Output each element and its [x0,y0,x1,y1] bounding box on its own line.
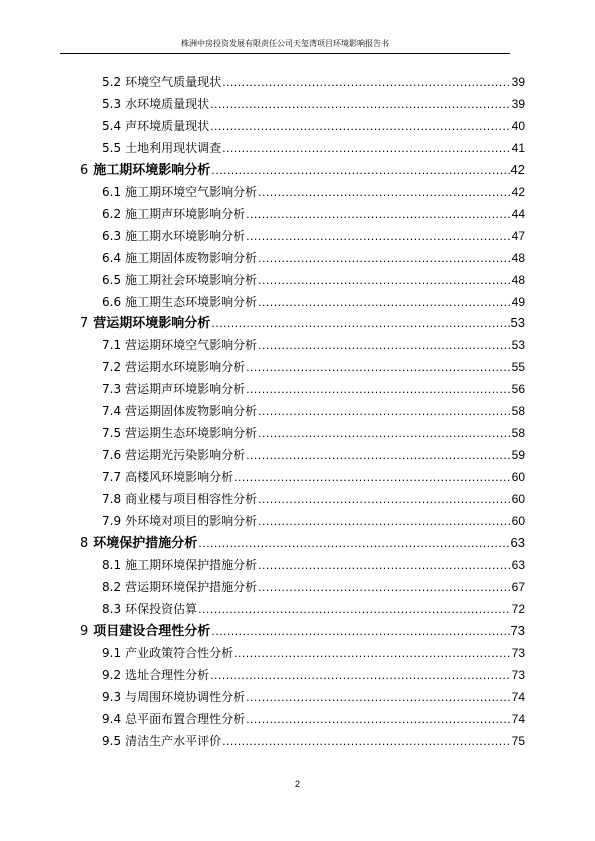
toc-entry-number: 7.8 [102,492,122,507]
toc-entry-title: 环保投资估算 [125,601,198,616]
toc-section-entry[interactable] [102,708,525,730]
toc-entry-page: 74 [511,689,525,704]
toc-section-entry[interactable] [102,554,525,576]
toc-dot-leader [222,138,511,160]
toc-entry-page: 75 [511,733,525,748]
toc-entry-title: 项目建设合理性分析 [93,623,211,639]
toc-entry-number: 7.6 [102,448,122,463]
toc-entry-number: 5.4 [102,118,122,133]
toc-chapter-entry[interactable] [80,532,525,554]
toc-entry-page: 49 [511,294,525,309]
toc-section-entry[interactable] [102,247,525,269]
toc-dot-leader [246,687,511,709]
toc-entry-title: 产业政策符合性分析 [125,645,234,660]
toc-entry-title: 选址合理性分析 [125,667,210,682]
toc-dot-leader [246,357,511,379]
toc-entry-number: 6.4 [102,250,122,265]
toc-section-entry[interactable] [102,225,525,247]
toc-entry-page: 63 [511,557,525,572]
toc-entry-number: 9.3 [102,689,122,704]
toc-dot-leader [211,160,509,182]
toc-section-entry[interactable] [102,203,525,225]
toc-entry-number: 7.5 [102,426,122,441]
toc-section-entry[interactable] [102,181,525,203]
toc-entry-page: 67 [511,579,525,594]
toc-entry-title: 外环境对项目的影响分析 [125,514,258,528]
toc-entry-title: 营运期环境保护措施分析 [125,579,258,594]
toc-entry-title: 施工期环境影响分析 [93,162,211,178]
toc-dot-leader [234,467,511,489]
toc-entry-title: 营运期环境空气影响分析 [125,338,258,353]
toc-dot-leader [210,665,511,687]
toc-chapter-entry[interactable] [80,159,525,181]
toc-section-entry[interactable] [102,444,525,466]
toc-entry-page: 73 [510,622,525,638]
toc-entry-title: 施工期声环境影响分析 [125,206,246,221]
toc-entry-number: 6.3 [102,228,122,243]
toc-entry-page: 44 [511,206,525,221]
toc-entry-page: 60 [511,514,525,528]
toc-entry-title: 施工期环境保护措施分析 [125,557,258,572]
toc-entry-title: 营运期声环境影响分析 [125,382,246,397]
toc-entry-number: 6.5 [102,272,122,287]
toc-dot-leader [211,621,509,643]
page-number: 2 [294,779,300,789]
toc-entry-page: 73 [511,645,525,660]
toc-section-entry[interactable] [102,466,525,488]
toc-entry-number: 9.4 [102,711,122,726]
toc-entry-title: 高楼风环境影响分析 [125,470,234,485]
toc-entry-number: 8.3 [102,601,122,616]
toc-section-entry[interactable] [102,400,525,422]
toc-dot-leader [258,401,511,423]
toc-entry-title: 清洁生产水平评价 [125,733,222,748]
toc-dot-leader [246,709,511,731]
toc-chapter-entry[interactable] [80,312,525,334]
toc-entry-number: 8.2 [102,579,122,594]
toc-section-entry[interactable] [102,730,525,752]
toc-entry-title: 声环境质量现状 [125,118,210,133]
toc-entry-number: 9.2 [102,667,122,682]
toc-section-entry[interactable] [102,115,525,137]
toc-entry-title: 施工期生态环境影响分析 [125,294,258,309]
toc-entry-title: 与周围环境协调性分析 [125,689,246,704]
toc-section-entry[interactable] [102,269,525,291]
toc-section-entry[interactable] [102,598,525,620]
toc-section-entry[interactable] [102,510,525,532]
toc-section-entry[interactable] [102,291,525,313]
toc-entry-title: 营运期固体废物影响分析 [125,404,258,419]
toc-entry-page: 58 [511,426,525,441]
toc-entry-number: 7.4 [102,404,122,419]
toc-dot-leader [246,226,511,248]
toc-entry-title: 水环境质量现状 [125,96,210,111]
toc-section-entry[interactable] [102,664,525,686]
toc-entry-number: 6.6 [102,294,122,309]
toc-entry-title: 环境保护措施分析 [93,535,198,551]
toc-entry-title: 营运期环境影响分析 [93,316,211,332]
toc-entry-page: 55 [511,360,525,375]
toc-section-entry[interactable] [102,334,525,356]
toc-entry-number: 9.1 [102,645,122,660]
toc-dot-leader [222,72,511,94]
toc-entry-page: 47 [511,228,525,243]
toc-entry-page: 39 [511,75,525,89]
toc-entry-page: 48 [511,272,525,287]
toc-entry-page: 72 [511,601,525,616]
toc-section-entry[interactable] [102,137,525,159]
toc-entry-page: 42 [511,184,525,199]
toc-dot-leader [234,643,511,665]
toc-entry-number: 7.9 [102,514,122,528]
toc-dot-leader [222,731,511,753]
toc-entry-page: 59 [511,448,525,463]
toc-entry-page: 73 [511,667,525,682]
toc-entry-page: 41 [511,140,525,155]
toc-section-entry[interactable] [102,642,525,664]
toc-section-entry[interactable] [102,422,525,444]
toc-entry-page: 42 [510,161,525,177]
toc-entry-title: 施工期固体废物影响分析 [125,250,258,265]
toc-entry-number: 9.5 [102,733,122,748]
toc-entry-page: 63 [510,534,525,550]
toc-entry-page: 53 [510,315,525,331]
toc-entry-page: 60 [511,470,525,485]
toc-entry-title: 营运期水环境影响分析 [125,360,246,375]
toc-entry-page: 48 [511,250,525,265]
toc-section-entry[interactable] [102,378,525,400]
toc-dot-leader [258,292,511,314]
toc-entry-number: 6.2 [102,206,122,221]
toc-dot-leader [210,94,511,116]
toc-dot-leader [258,489,511,511]
toc-dot-leader [258,511,511,533]
toc-dot-leader [198,533,509,555]
toc-entry-page: 58 [511,404,525,419]
toc-dot-leader [246,204,511,226]
toc-entry-title: 商业楼与项目相容性分析 [125,492,258,507]
toc-dot-leader [210,116,511,138]
toc-entry-number: 7.2 [102,360,122,375]
toc-dot-leader [258,182,511,204]
toc-entry-page: 39 [511,96,525,111]
toc-dot-leader [258,555,511,577]
toc-dot-leader [198,599,511,621]
toc-section-entry[interactable] [102,576,525,598]
toc-dot-leader [246,445,511,467]
toc-entry-number: 8.1 [102,557,122,572]
toc-dot-leader [258,577,511,599]
toc-dot-leader [211,313,509,335]
toc-entry-number: 5.3 [102,96,122,111]
toc-chapter-entry[interactable] [80,620,525,642]
toc-entry-number: 5.5 [102,140,122,155]
toc-entry-page: 40 [511,118,525,133]
toc-dot-leader [258,270,511,292]
toc-dot-leader [258,335,511,357]
toc-entry-number: 7 [80,316,89,332]
toc-entry-page: 53 [511,338,525,353]
toc-entry-title: 施工期社会环境影响分析 [125,272,258,287]
toc-entry-title: 施工期环境空气影响分析 [125,184,258,199]
toc-entry-title: 环境空气质量现状 [125,75,222,89]
toc-dot-leader [246,379,511,401]
toc-entry-page: 56 [511,382,525,397]
toc-entry-title: 施工期水环境影响分析 [125,228,246,243]
toc-entry-title: 总平面布置合理性分析 [125,711,246,726]
toc-entry-number: 7.3 [102,382,122,397]
toc-entry-number: 8 [80,535,89,551]
toc-entry-number: 9 [80,623,89,639]
toc-section-entry[interactable] [102,71,525,93]
toc-section-entry[interactable] [102,356,525,378]
toc-entry-number: 6.1 [102,184,122,199]
toc-dot-leader [258,423,511,445]
toc-dot-leader [258,248,511,270]
toc-entry-title: 营运期光污染影响分析 [125,448,246,463]
toc-entry-number: 6 [80,162,89,178]
toc-entry-page: 74 [511,711,525,726]
toc-entry-number: 7.7 [102,470,122,485]
toc-entry-page: 60 [511,492,525,507]
toc-entry-number: 7.1 [102,338,122,353]
toc-section-entry[interactable] [102,686,525,708]
toc-section-entry[interactable] [102,488,525,510]
toc-entry-title: 营运期生态环境影响分析 [125,426,258,441]
toc-entry-title: 土地利用现状调查 [125,140,222,155]
toc-section-entry[interactable] [102,93,525,115]
page-header: 株洲中房投资发展有限责任公司天玺湾项目环境影响报告书 [60,37,510,54]
toc-entry-number: 5.2 [102,75,122,89]
